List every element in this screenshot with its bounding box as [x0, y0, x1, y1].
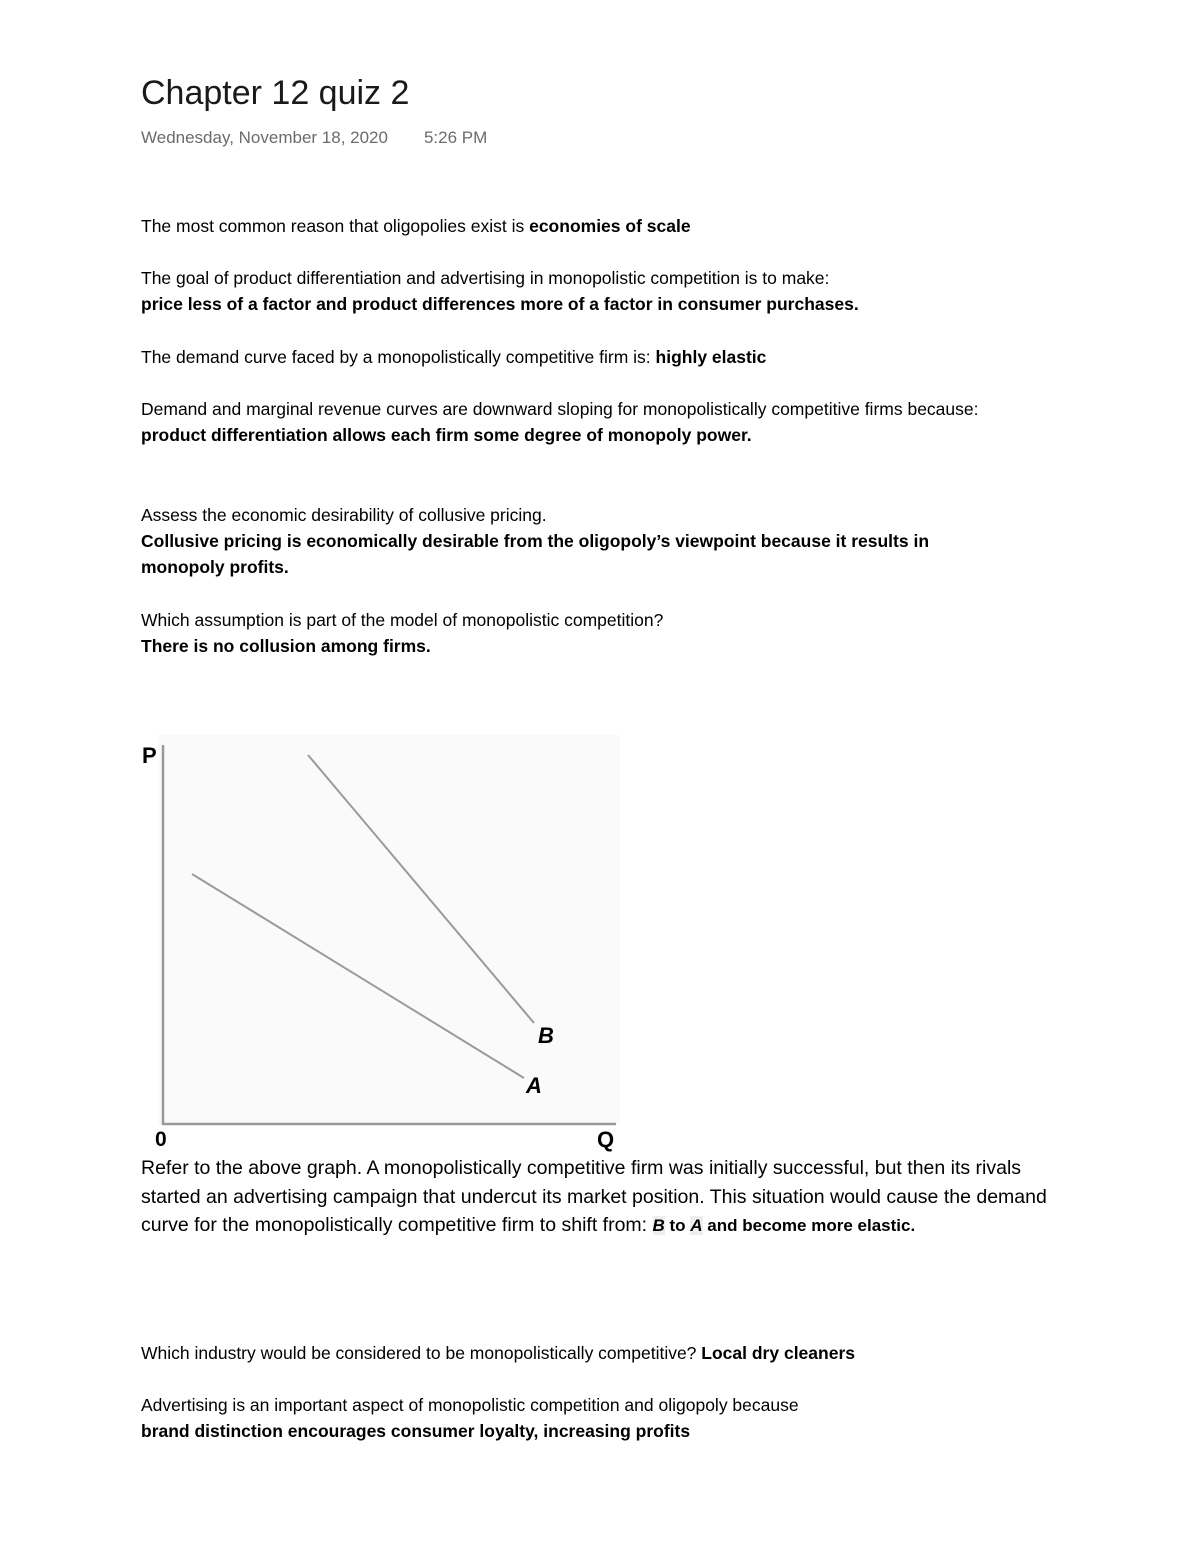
curve-b-label: B: [538, 1023, 554, 1048]
origin-label: 0: [155, 1128, 167, 1151]
question-3: [141, 344, 1041, 370]
page-title: Chapter 12 quiz 2: [141, 74, 410, 112]
answer-text: brand distinction encourages consumer loyalty, increasing profits: [141, 1421, 691, 1441]
question-text: Demand and marginal revenue curves are downward sloping for monopolistically competitive firms because:: [141, 399, 979, 419]
question-text: Which assumption is part of the model of monopolistic competition?: [141, 610, 664, 630]
answer-from: B: [652, 1216, 665, 1235]
question-7: [141, 1340, 1041, 1366]
answer-text: There is no collusion among firms.: [141, 636, 431, 656]
question-text: Which industry would be considered to be monopolistically competitive?: [141, 1343, 702, 1363]
question-text: Advertising is an important aspect of monopolistic competition and oligopoly because: [141, 1395, 799, 1415]
question-text: The most common reason that oligopolies exist is: [141, 216, 530, 236]
curve-a-label: A: [526, 1073, 542, 1098]
answer-text: Collusive pricing is economically desirable from the oligopoly’s viewpoint because it results in monopoly profits.: [141, 531, 930, 577]
x-axis-label: Q: [597, 1127, 615, 1152]
note-date: Wednesday, November 18, 2020: [141, 128, 388, 147]
demand-curve-graph: [130, 735, 630, 1153]
question-5: [141, 502, 1001, 580]
question-text: The goal of product differentiation and advertising in monopolistic competition is to make:: [141, 268, 830, 288]
question-4: [141, 396, 1021, 448]
answer-tail: and become more elastic.: [702, 1216, 916, 1235]
answer-text: economies of scale: [529, 216, 691, 236]
question-2: [141, 265, 1041, 317]
answer-to: A: [690, 1216, 703, 1235]
answer-text: product differentiation allows each firm some degree of monopoly power.: [141, 425, 752, 445]
question-8: [141, 1392, 1041, 1444]
note-timestamp: [141, 128, 487, 148]
graph-question: [141, 1154, 1071, 1241]
question-6: [141, 607, 1041, 659]
question-1: [141, 213, 1041, 239]
question-text: The demand curve faced by a monopolistically competitive firm is:: [141, 347, 656, 367]
question-text: Refer to the above graph. A monopolistically competitive firm was initially successful, but then its rivals started an advertising campaign that undercut its market position. This situation would cause the demand curve for the monopolistically competitive firm to shift from:: [141, 1157, 1047, 1236]
answer-connector: to: [664, 1216, 691, 1235]
note-time: 5:26 PM: [423, 128, 488, 147]
answer-text: highly elastic: [655, 347, 767, 367]
answer-text: price less of a factor and product differences more of a factor in consumer purchases.: [141, 294, 859, 314]
graph-background: [158, 735, 620, 1125]
question-text: Assess the economic desirability of collusive pricing.: [141, 505, 547, 525]
y-axis-label: P: [142, 743, 157, 768]
answer-text: Local dry cleaners: [701, 1343, 855, 1363]
